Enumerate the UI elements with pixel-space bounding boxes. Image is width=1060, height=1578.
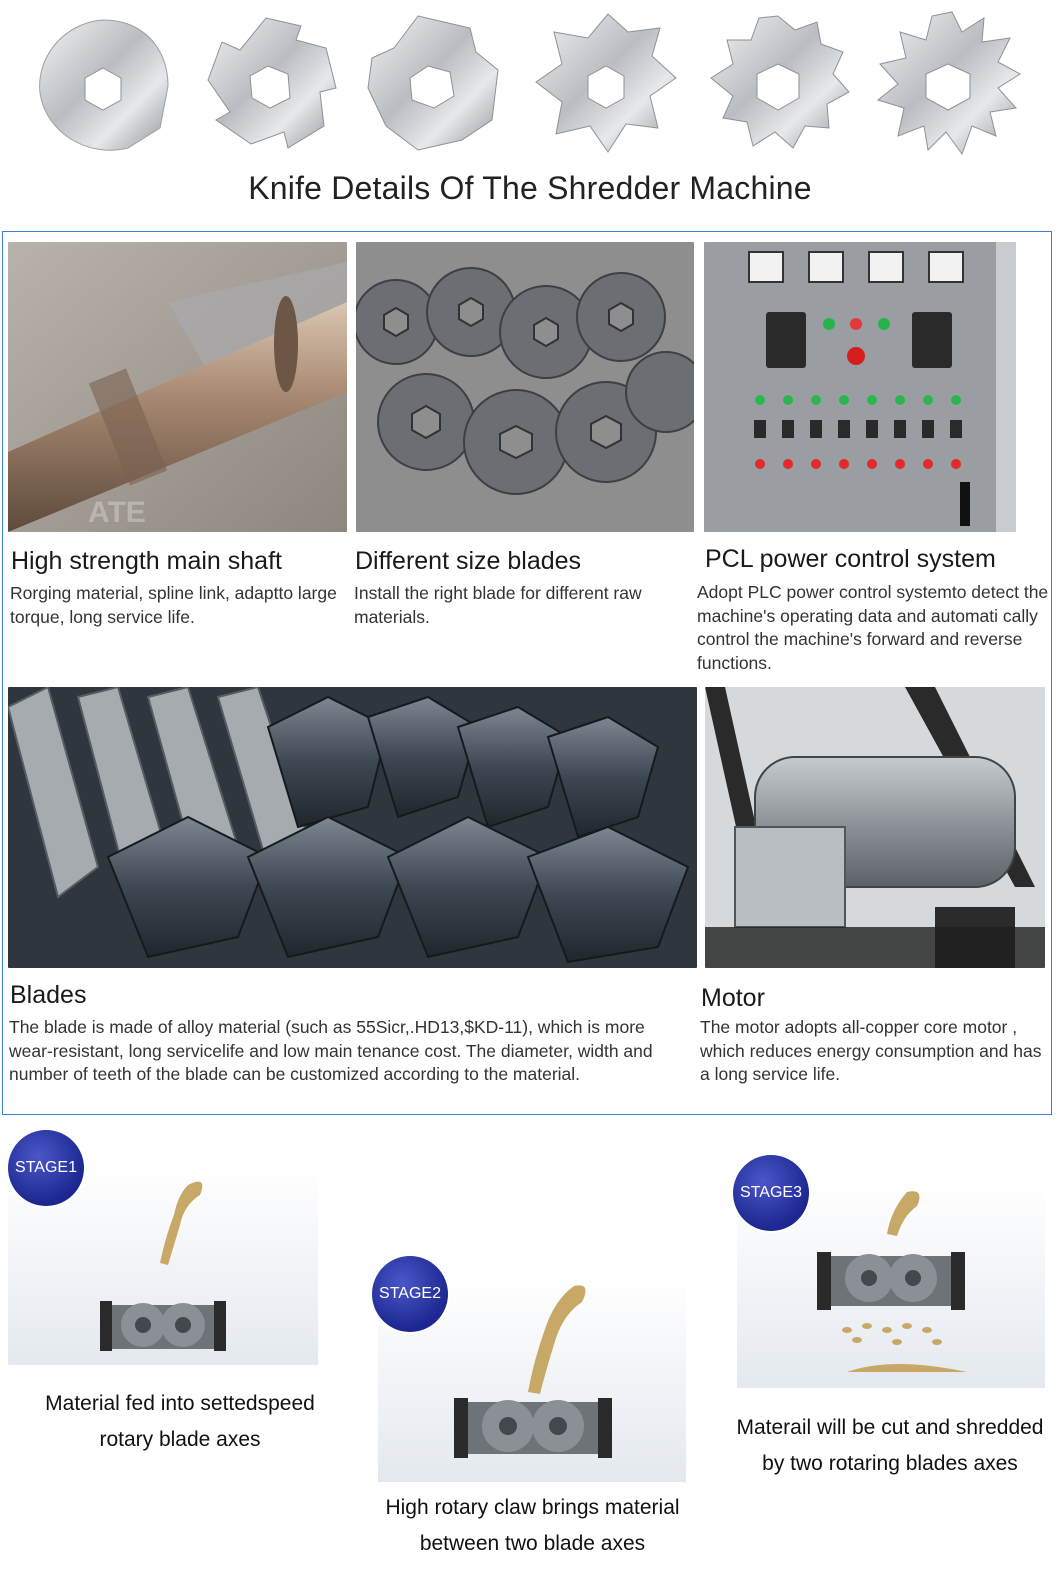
feature-desc: The blade is made of alloy material (such as 55Sicr,.HD13,$KD-11), which is more wear-resistant, long servicelife and low main tenance cost. The diameter, width and number of teeth of the blade can be customized according to the material. <box>9 1017 653 1084</box>
feature-title: Motor <box>701 984 765 1012</box>
feature-desc: The motor adopts all-copper core motor , which reduces energy consumption and has a long service life. <box>700 1017 1042 1084</box>
stage3-badge: STAGE3 <box>733 1155 809 1231</box>
blades-pile-photo <box>356 242 694 532</box>
feature-desc: Install the right blade for different raw materials. <box>354 583 642 627</box>
knife-image <box>530 8 680 158</box>
knife-image <box>196 8 346 158</box>
feature-title: High strength main shaft <box>11 547 282 575</box>
stage2-badge: STAGE2 <box>372 1256 448 1332</box>
caption-line: rotary blade axes <box>99 1428 261 1451</box>
control-cabinet-photo <box>704 242 1016 532</box>
caption-line: by two rotaring blades axes <box>762 1452 1018 1475</box>
main-shaft-photo <box>8 242 347 532</box>
caption-line: between two blade axes <box>419 1532 646 1555</box>
stage1-badge: STAGE1 <box>8 1130 84 1206</box>
knife-image <box>703 8 853 158</box>
feature-desc: Adopt PLC power control systemto detect the machine's operating data and automati cally control the machine's forward and reverse functions. <box>697 582 1049 673</box>
caption-line: Materail will be cut and shredded <box>736 1416 1044 1439</box>
stage2-caption <box>365 1490 700 1562</box>
caption-line: Material fed into settedspeed <box>45 1392 315 1415</box>
blade-rollers-photo <box>8 687 697 968</box>
stage3-caption <box>720 1410 1060 1482</box>
motor-photo <box>705 687 1045 968</box>
watermark: ATE <box>88 496 146 529</box>
feature-title: Blades <box>10 981 87 1009</box>
knife-image <box>358 8 508 158</box>
feature-title: Different size blades <box>355 547 582 575</box>
page-title: Knife Details Of The Shredder Machine <box>248 170 812 206</box>
knife-image <box>872 8 1022 158</box>
knife-image <box>28 8 178 158</box>
feature-title: PCL power control system <box>705 545 996 573</box>
caption-line: High rotary claw brings material <box>385 1496 680 1519</box>
feature-desc: Rorging material, spline link, adaptto large torque, long service life. <box>10 583 337 627</box>
stage1-caption <box>20 1386 340 1458</box>
